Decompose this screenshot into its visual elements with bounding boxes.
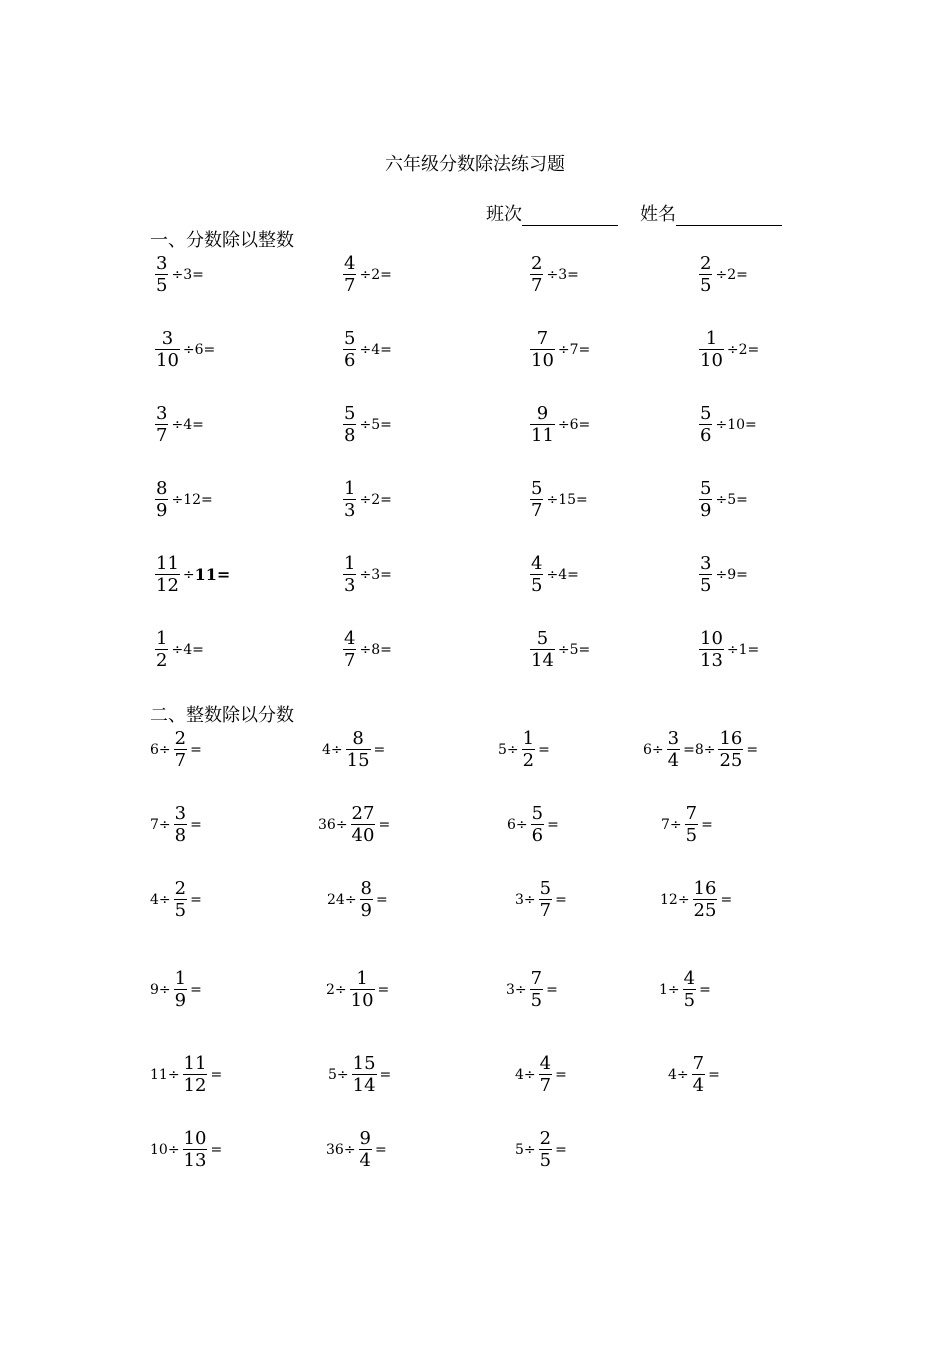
problem-suffix: = (375, 1141, 387, 1158)
problem-suffix: = (555, 1066, 567, 1083)
problem-item (327, 878, 388, 921)
problem-rest: 9= (727, 566, 748, 583)
divide-sign: ÷ (171, 641, 184, 658)
divide-sign: ÷ (726, 641, 739, 658)
problem-rest: 3= (183, 266, 204, 283)
denominator: 5 (700, 275, 712, 296)
problem-rest: 2= (727, 266, 748, 283)
problem-item (498, 728, 550, 771)
problem-prefix: 10÷ (150, 1141, 180, 1158)
fraction (343, 328, 356, 371)
numerator: 8 (156, 478, 168, 499)
problem-prefix: 4÷ (150, 891, 171, 908)
fraction (539, 878, 552, 921)
denominator: 5 (700, 575, 712, 596)
fraction (360, 878, 373, 921)
problem-item (340, 403, 392, 446)
numerator: 5 (344, 403, 356, 424)
problem-item (507, 803, 559, 846)
fraction (343, 628, 356, 671)
numerator: 4 (531, 553, 543, 574)
denominator: 5 (531, 575, 543, 596)
problem-suffix: = (708, 1066, 720, 1083)
denominator: 4 (359, 1150, 371, 1171)
divide-sign: ÷ (546, 491, 559, 508)
denominator: 5 (530, 990, 543, 1011)
problem-suffix: = (701, 816, 713, 833)
problem-prefix: 6÷ (507, 816, 528, 833)
divide-sign: ÷ (715, 491, 728, 508)
denominator: 25 (719, 750, 743, 771)
problem-rest: 1= (738, 641, 760, 658)
problem-item (152, 553, 230, 596)
fraction (530, 968, 543, 1011)
numerator: 7 (536, 328, 549, 349)
denominator: 3 (344, 500, 356, 521)
numerator: 4 (344, 628, 356, 649)
problem-rest: 4= (558, 566, 579, 583)
problem-item (326, 1128, 387, 1171)
problem-prefix: 5÷ (498, 741, 519, 758)
denominator: 4 (667, 750, 680, 771)
fraction (174, 803, 187, 846)
problem-suffix: = (555, 891, 567, 908)
fraction (350, 968, 375, 1011)
problem-suffix: = (379, 1066, 392, 1083)
problem-rest: 6= (194, 341, 216, 358)
fraction (352, 1053, 377, 1096)
numerator: 3 (156, 403, 168, 424)
problem-prefix: 36÷ (326, 1141, 356, 1158)
divide-sign: ÷ (182, 341, 195, 358)
denominator: 14 (531, 650, 554, 671)
problem-item (696, 328, 759, 371)
problem-item (527, 553, 579, 596)
numerator: 5 (344, 328, 356, 349)
denominator: 4 (692, 1075, 705, 1096)
numerator: 3 (174, 803, 187, 824)
fraction (693, 878, 718, 921)
problem-item (515, 1053, 567, 1096)
problem-item (152, 628, 204, 671)
denominator: 14 (352, 1075, 376, 1096)
numerator: 16 (693, 878, 717, 899)
fraction (530, 478, 543, 521)
problem-prefix: 11÷ (150, 1066, 180, 1083)
divide-sign: ÷ (359, 266, 372, 283)
problem-item (340, 478, 392, 521)
problem-item (527, 478, 588, 521)
divide-sign: ÷ (557, 641, 570, 658)
denominator: 5 (683, 990, 696, 1011)
problem-item (506, 968, 558, 1011)
denominator: 40 (351, 825, 375, 846)
problem-suffix: = (190, 816, 202, 833)
numerator: 5 (531, 803, 544, 824)
problem-prefix: 24÷ (327, 891, 357, 908)
problem-item (515, 1128, 567, 1171)
denominator: 3 (344, 575, 356, 596)
problem-item (150, 1128, 222, 1171)
problem-rest: 10= (727, 416, 757, 433)
denominator: 25 (693, 900, 717, 921)
problem-suffix: = (190, 891, 202, 908)
fraction (531, 803, 544, 846)
fraction (667, 728, 680, 771)
problem-rest: 4= (183, 416, 204, 433)
fraction (343, 478, 356, 521)
fraction (343, 253, 356, 296)
problem-suffix: = (378, 816, 391, 833)
divide-sign: ÷ (557, 416, 570, 433)
problem-item (150, 803, 202, 846)
fraction (530, 253, 543, 296)
denominator: 7 (344, 275, 356, 296)
numerator: 16 (719, 728, 743, 749)
denominator: 10 (156, 350, 179, 371)
problem-rest: 7= (569, 341, 591, 358)
problem-suffix: = (699, 981, 711, 998)
denominator: 7 (531, 275, 543, 296)
class-field[interactable] (486, 200, 618, 226)
problem-item (150, 968, 202, 1011)
divide-sign: ÷ (715, 416, 728, 433)
problem-prefix: 4÷ (515, 1066, 536, 1083)
denominator: 10 (531, 350, 554, 371)
numerator: 4 (539, 1053, 552, 1074)
problem-suffix: = (376, 891, 388, 908)
fraction (699, 403, 712, 446)
fraction (174, 878, 187, 921)
problem-suffix: = (377, 981, 390, 998)
denominator: 13 (183, 1150, 207, 1171)
problem-rest: 3= (558, 266, 579, 283)
denominator: 10 (700, 350, 723, 371)
problem-item (696, 628, 759, 671)
fraction (343, 553, 356, 596)
problem-prefix: 12÷ (660, 891, 690, 908)
problem-suffix: = (555, 1141, 567, 1158)
problem-item (696, 403, 757, 446)
denominator: 2 (522, 750, 535, 771)
numerator: 1 (705, 328, 718, 349)
problem-suffix: =8÷ (683, 741, 716, 758)
numerator: 3 (700, 553, 712, 574)
problem-rest: 3= (371, 566, 392, 583)
numerator: 3 (161, 328, 174, 349)
section1-title: 一、分数除以整数 (150, 230, 294, 251)
numerator: 1 (344, 553, 356, 574)
problem-item (527, 403, 590, 446)
denominator: 5 (156, 275, 168, 296)
numerator: 1 (522, 728, 535, 749)
numerator: 8 (360, 878, 372, 899)
problem-rest: 5= (569, 641, 591, 658)
problem-suffix: = (210, 1066, 223, 1083)
class-blank[interactable] (522, 205, 618, 226)
fraction (346, 728, 371, 771)
problem-prefix: 6÷ (643, 741, 664, 758)
fraction (174, 968, 187, 1011)
problem-item (340, 628, 392, 671)
problem-suffix: = (546, 981, 558, 998)
divide-sign: ÷ (726, 341, 739, 358)
numerator: 9 (536, 403, 549, 424)
numerator: 7 (530, 968, 543, 989)
numerator: 7 (685, 803, 698, 824)
numerator: 7 (692, 1053, 705, 1074)
fraction (522, 728, 535, 771)
problem-item (152, 403, 204, 446)
fraction (539, 1128, 552, 1171)
problem-item (326, 968, 389, 1011)
divide-sign: ÷ (546, 266, 559, 283)
numerator: 2 (539, 1128, 552, 1149)
problem-suffix: = (210, 1141, 223, 1158)
problem-prefix: 4÷ (668, 1066, 689, 1083)
problem-rest: 5= (371, 416, 392, 433)
problem-suffix: = (547, 816, 559, 833)
problem-item (661, 803, 713, 846)
denominator: 12 (183, 1075, 207, 1096)
problem-item (318, 803, 390, 846)
problem-suffix: = (190, 981, 202, 998)
numerator: 2 (174, 728, 187, 749)
problem-prefix: 2÷ (326, 981, 347, 998)
problem-item (340, 553, 392, 596)
numerator: 4 (344, 253, 356, 274)
denominator: 6 (531, 825, 544, 846)
fraction (699, 253, 712, 296)
numerator: 5 (700, 403, 712, 424)
problem-item (150, 878, 202, 921)
numerator: 10 (700, 628, 723, 649)
numerator: 4 (683, 968, 696, 989)
name-label: 姓名 (640, 204, 676, 225)
problem-item (150, 1053, 222, 1096)
problem-prefix: 7÷ (150, 816, 171, 833)
divide-sign: ÷ (182, 566, 195, 583)
problem-item (643, 728, 758, 771)
problem-rest: 2= (371, 266, 392, 283)
divide-sign: ÷ (171, 266, 184, 283)
problem-rest: 4= (183, 641, 204, 658)
section2-title: 二、整数除以分数 (150, 705, 294, 726)
divide-sign: ÷ (715, 266, 728, 283)
name-blank[interactable] (676, 205, 782, 226)
denominator: 8 (174, 825, 187, 846)
fraction (530, 628, 555, 671)
problem-rest: 8= (371, 641, 392, 658)
fraction (718, 728, 743, 771)
denominator: 13 (700, 650, 723, 671)
name-field[interactable] (640, 200, 782, 226)
divide-sign: ÷ (715, 566, 728, 583)
fraction (699, 328, 724, 371)
divide-sign: ÷ (359, 641, 372, 658)
denominator: 8 (344, 425, 356, 446)
divide-sign: ÷ (557, 341, 570, 358)
problem-prefix: 4÷ (322, 741, 343, 758)
fraction (699, 478, 712, 521)
denominator: 15 (346, 750, 370, 771)
problem-rest: 4= (371, 341, 392, 358)
denominator: 12 (156, 575, 179, 596)
problem-item (152, 328, 215, 371)
divide-sign: ÷ (359, 491, 372, 508)
fraction (699, 553, 712, 596)
problem-item (527, 253, 579, 296)
numerator: 5 (700, 478, 712, 499)
numerator: 2 (174, 878, 187, 899)
problem-item (328, 1053, 391, 1096)
fraction (530, 403, 555, 446)
denominator: 7 (539, 1075, 552, 1096)
divide-sign: ÷ (359, 566, 372, 583)
numerator: 1 (174, 968, 187, 989)
fraction (351, 803, 376, 846)
denominator: 10 (350, 990, 374, 1011)
numerator: 5 (531, 478, 543, 499)
problem-prefix: 6÷ (150, 741, 171, 758)
denominator: 7 (539, 900, 552, 921)
numerator: 3 (156, 253, 168, 274)
problem-item (660, 878, 732, 921)
denominator: 6 (344, 350, 356, 371)
fraction (183, 1128, 208, 1171)
problem-rest: 11= (194, 565, 231, 584)
fraction (183, 1053, 208, 1096)
problem-suffix: = (746, 741, 759, 758)
problem-suffix: = (720, 891, 733, 908)
problem-prefix: 5÷ (328, 1066, 349, 1083)
fraction (155, 478, 168, 521)
problem-prefix: 7÷ (661, 816, 682, 833)
denominator: 9 (700, 500, 712, 521)
divide-sign: ÷ (546, 566, 559, 583)
fraction (539, 1053, 552, 1096)
denominator: 7 (156, 425, 168, 446)
numerator: 11 (183, 1053, 207, 1074)
fraction (343, 403, 356, 446)
divide-sign: ÷ (359, 416, 372, 433)
problem-prefix: 3÷ (515, 891, 536, 908)
problem-suffix: = (373, 741, 386, 758)
numerator: 1 (356, 968, 368, 989)
denominator: 7 (174, 750, 187, 771)
denominator: 9 (174, 990, 187, 1011)
class-label: 班次 (486, 204, 522, 225)
problem-suffix: = (190, 741, 202, 758)
fraction (155, 403, 168, 446)
fraction (155, 628, 168, 671)
denominator: 5 (539, 1150, 552, 1171)
denominator: 5 (174, 900, 187, 921)
fraction (155, 553, 180, 596)
fraction (155, 253, 168, 296)
page-title: 六年级分数除法练习题 (385, 154, 565, 175)
denominator: 2 (156, 650, 168, 671)
problem-item (696, 253, 748, 296)
numerator: 3 (667, 728, 680, 749)
denominator: 6 (700, 425, 712, 446)
problem-item (527, 328, 590, 371)
problem-prefix: 1÷ (659, 981, 680, 998)
numerator: 11 (156, 553, 179, 574)
numerator: 27 (351, 803, 375, 824)
numerator: 8 (352, 728, 364, 749)
problem-prefix: 9÷ (150, 981, 171, 998)
problem-rest: 2= (371, 491, 392, 508)
problem-rest: 6= (569, 416, 591, 433)
problem-prefix: 5÷ (515, 1141, 536, 1158)
numerator: 2 (531, 253, 543, 274)
numerator: 2 (700, 253, 712, 274)
problem-item (152, 253, 204, 296)
numerator: 5 (536, 628, 549, 649)
denominator: 7 (344, 650, 356, 671)
numerator: 1 (156, 628, 168, 649)
divide-sign: ÷ (359, 341, 372, 358)
problem-rest: 5= (727, 491, 748, 508)
fraction (530, 328, 555, 371)
problem-item (668, 1053, 720, 1096)
divide-sign: ÷ (171, 491, 184, 508)
problem-item (322, 728, 385, 771)
problem-item (340, 253, 392, 296)
fraction (692, 1053, 705, 1096)
denominator: 11 (531, 425, 554, 446)
numerator: 10 (183, 1128, 207, 1149)
problem-item (340, 328, 392, 371)
fraction (699, 628, 724, 671)
numerator: 5 (539, 878, 552, 899)
numerator: 15 (352, 1053, 376, 1074)
fraction (359, 1128, 372, 1171)
problem-suffix: = (538, 741, 550, 758)
numerator: 9 (359, 1128, 371, 1149)
problem-prefix: 36÷ (318, 816, 348, 833)
problem-item (696, 478, 748, 521)
denominator: 5 (685, 825, 698, 846)
problem-rest: 12= (183, 491, 213, 508)
divide-sign: ÷ (171, 416, 184, 433)
problem-rest: 15= (558, 491, 588, 508)
problem-rest: 2= (738, 341, 760, 358)
fraction (174, 728, 187, 771)
fraction (155, 328, 180, 371)
denominator: 7 (531, 500, 543, 521)
problem-item (659, 968, 711, 1011)
problem-prefix: 3÷ (506, 981, 527, 998)
fraction (530, 553, 543, 596)
fraction (683, 968, 696, 1011)
problem-item (150, 728, 202, 771)
numerator: 1 (344, 478, 356, 499)
problem-item (527, 628, 590, 671)
problem-item (696, 553, 748, 596)
problem-item (515, 878, 567, 921)
denominator: 9 (360, 900, 372, 921)
fraction (685, 803, 698, 846)
problem-item (152, 478, 213, 521)
denominator: 9 (156, 500, 168, 521)
